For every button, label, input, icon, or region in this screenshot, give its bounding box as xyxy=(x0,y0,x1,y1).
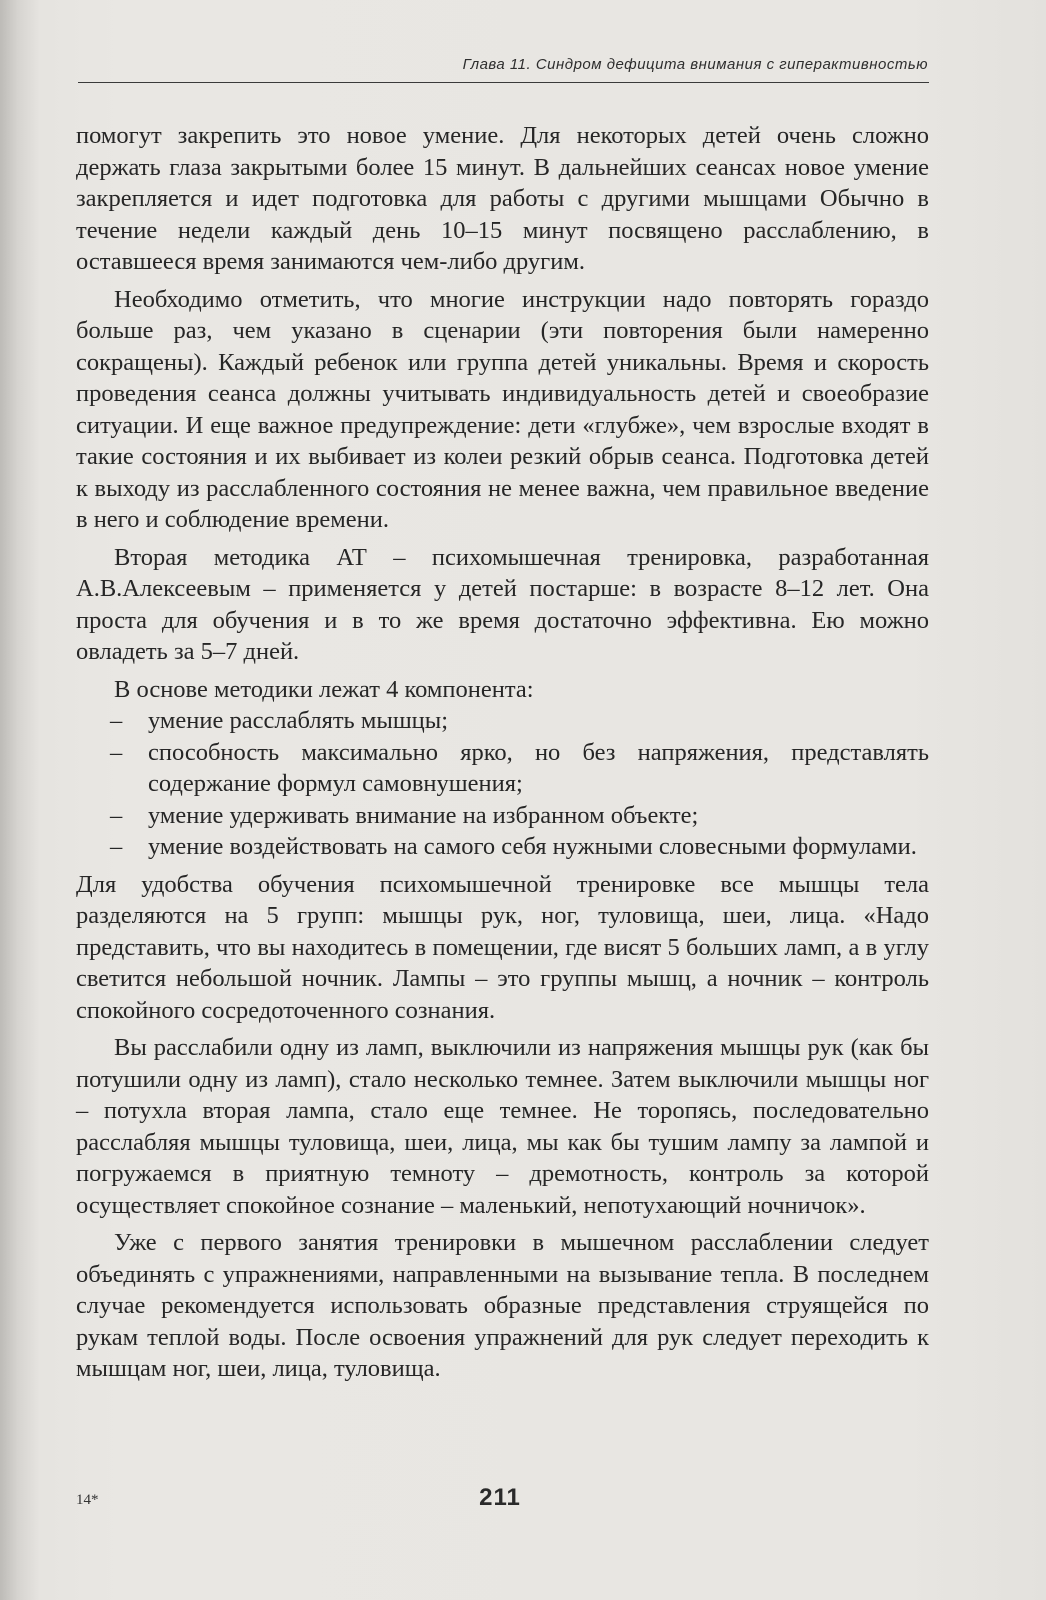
list-item: – способность максимально ярко, но без напряжения, представлять содержание формул самовнушения; xyxy=(110,738,929,797)
paragraph: Необходимо отметить, что многие инструкции надо повторять гораздо больше раз, чем указано в сценарии (эти повторения были намеренно сокращены). Каждый ребенок или группа детей уникальны. Время и скорость проведения сеанса должны учитывать индивидуальность детей и своеобразие ситуации. И еще важное предупреждение: дети «глубже», чем взрослые входят в такие состояния и их выбивает из колеи резкий обрыв сеанса. Подготовка детей к выходу из расслабленного состояния не менее важна, чем правильное введение в него и соблюдение времени. xyxy=(76,285,929,533)
components-list xyxy=(76,705,929,863)
signature-mark: 14* xyxy=(76,1492,99,1508)
dash-marker: – xyxy=(110,833,123,860)
list-item: – умение расслаблять мышцы; xyxy=(76,705,929,737)
paragraph: Вы расслабили одну из ламп, выключили из напряжения мышцы рук (как бы потушили одну из ламп), стало несколько темнее. Затем выключили мышцы ног – потухла вторая лампа, стало еще темнее. Не торопясь, последовательно расслабляя мышцы туловища, шеи, лица, мы как бы тушим лампу за лампой и погружаемся в приятную темноту – дремотность, контроль за которой осуществляет спокойное сознание – маленький, непотухающий ночничок». xyxy=(76,1034,929,1219)
list-item: – умение воздействовать на самого себя нужными словесными формулами. xyxy=(76,831,929,863)
paragraph: Вторая методика АТ – психомышечная тренировка, разработанная А.В.Алексеевым – применяется у детей постарше: в возрасте 8–12 лет. Она проста для обучения и в то же время достаточно эффективна. Ею можно овладеть за 5–7 дней. xyxy=(76,543,929,665)
header-rule xyxy=(78,82,929,83)
body-text xyxy=(76,120,929,1391)
running-head: Глава 11. Синдром дефицита внимания с гиперактивностью xyxy=(462,56,928,73)
dash-marker: – xyxy=(110,738,123,766)
paragraph-continued: помогут закрепить это новое умение. Для некоторых детей очень сложно держать глаза закрытыми более 15 минут. В дальнейших сеансах новое умение закрепляется и идет подготовка для работы с другими мышцами Обычно в течение недели каждый день 10–15 минут посвящено расслаблению, в оставшееся время занимаются чем-либо другим. xyxy=(76,122,929,275)
list-intro: В основе методики лежат 4 компонента: xyxy=(114,675,534,703)
page-number: 211 xyxy=(479,1484,521,1511)
paragraph: Для удобства обучения психомышечной тренировке все мышцы тела разделяются на 5 групп: мышцы рук, ног, туловища, шеи, лица. «Надо представить, что вы находитесь в помещении, где висят 5 больших ламп, а в углу светится небольшой ночник. Лампы – это группы мышц, а ночник – контроль спокойного сосредоточенного сознания. xyxy=(76,870,929,1024)
dash-marker: – xyxy=(110,707,123,734)
list-item: – умение удерживать внимание на избранном объекте; xyxy=(76,800,929,832)
dash-marker: – xyxy=(110,801,123,829)
paragraph: Уже с первого занятия тренировки в мышечном расслаблении следует объединять с упражнениями, направленными на вызывание тепла. В последнем случае рекомендуется использовать образные представления струящейся по рукам теплой воды. После освоения упражнений для рук следует переходить к мышцам ног, шеи, лица, туловища. xyxy=(76,1229,929,1382)
